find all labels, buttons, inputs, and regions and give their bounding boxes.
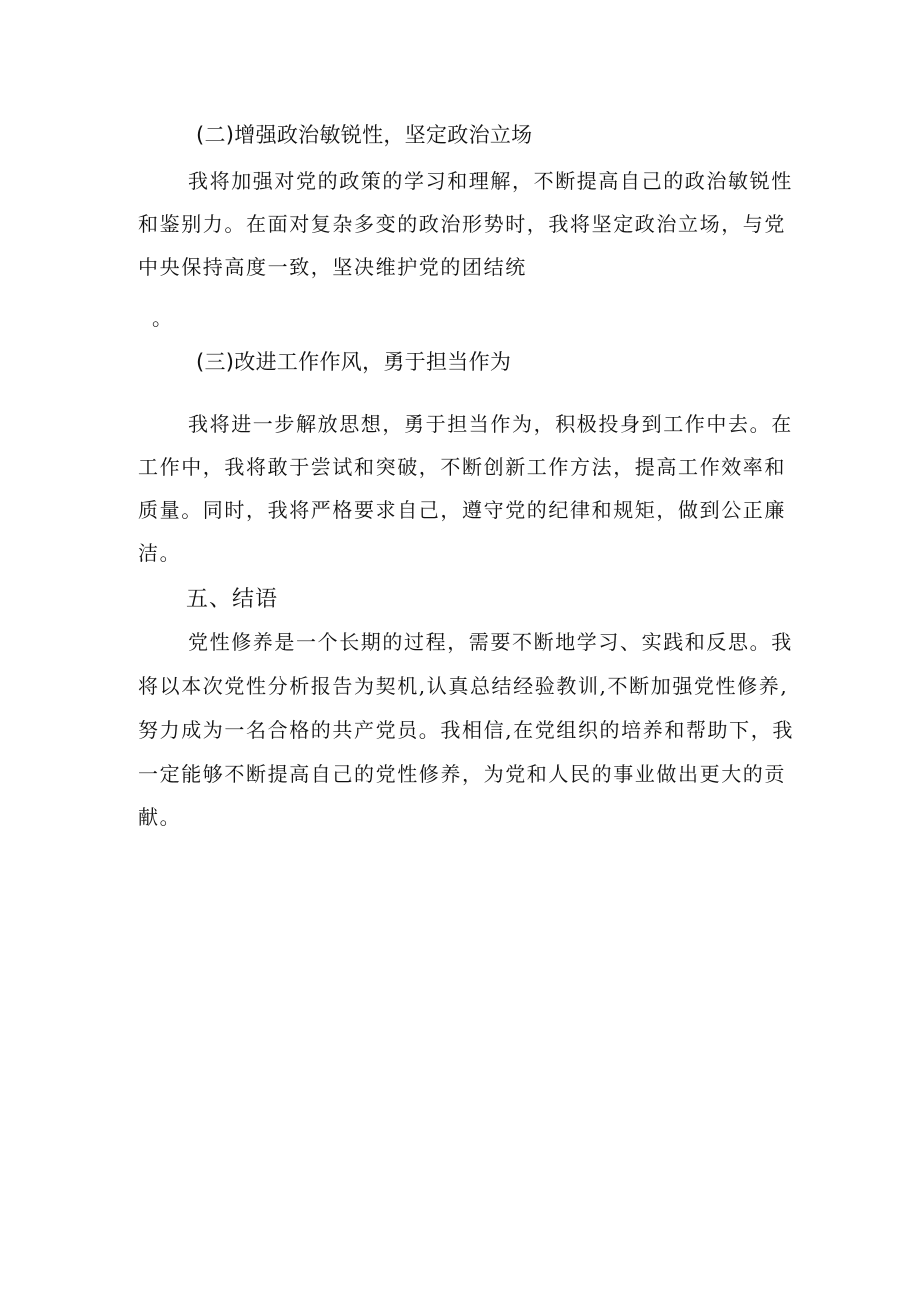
paragraph-line: 洁。: [138, 541, 182, 565]
paragraph-line: 我将进一步解放思想，勇于担当作为，积极投身到工作中去。在: [188, 412, 793, 436]
paragraph-line: 工作中，我将敢于尝试和突破，不断创新工作方法，提高工作效率和: [138, 455, 786, 479]
paragraph-line: 将以本次党性分析报告为契机,认真总结经验教训,不断加强党性修养,: [138, 674, 789, 698]
paragraph-line: 党性修养是一个长期的过程，需要不断地学习、实践和反思。我: [188, 630, 793, 654]
section-heading-3: (三)改进工作作风，勇于担当作为: [196, 350, 512, 374]
section-heading-5: 五、结语: [186, 587, 279, 612]
paragraph-line: 努力成为一名合格的共产党员。我相信,在党组织的培养和帮助下，我: [138, 718, 794, 742]
paragraph-line: 中央保持高度一致，坚决维护党的团结统: [138, 255, 527, 279]
paragraph-line: 我将加强对党的政策的学习和理解，不断提高自己的政治敏锐性: [188, 169, 793, 193]
paragraph-line: 质量。同时，我将严格要求自己，遵守党的纪律和规矩，做到公正廉: [138, 498, 786, 522]
paragraph-line: 。: [152, 306, 174, 330]
section-heading-2: (二)增强政治敏锐性，坚定政治立场: [196, 123, 533, 147]
paragraph-line: 一定能够不断提高自己的党性修养，为党和人民的事业做出更大的贡: [138, 762, 786, 786]
paragraph-line: 献。: [138, 805, 182, 829]
paragraph-line: 和鉴别力。在面对复杂多变的政治形势时，我将坚定政治立场，与党: [138, 212, 786, 236]
